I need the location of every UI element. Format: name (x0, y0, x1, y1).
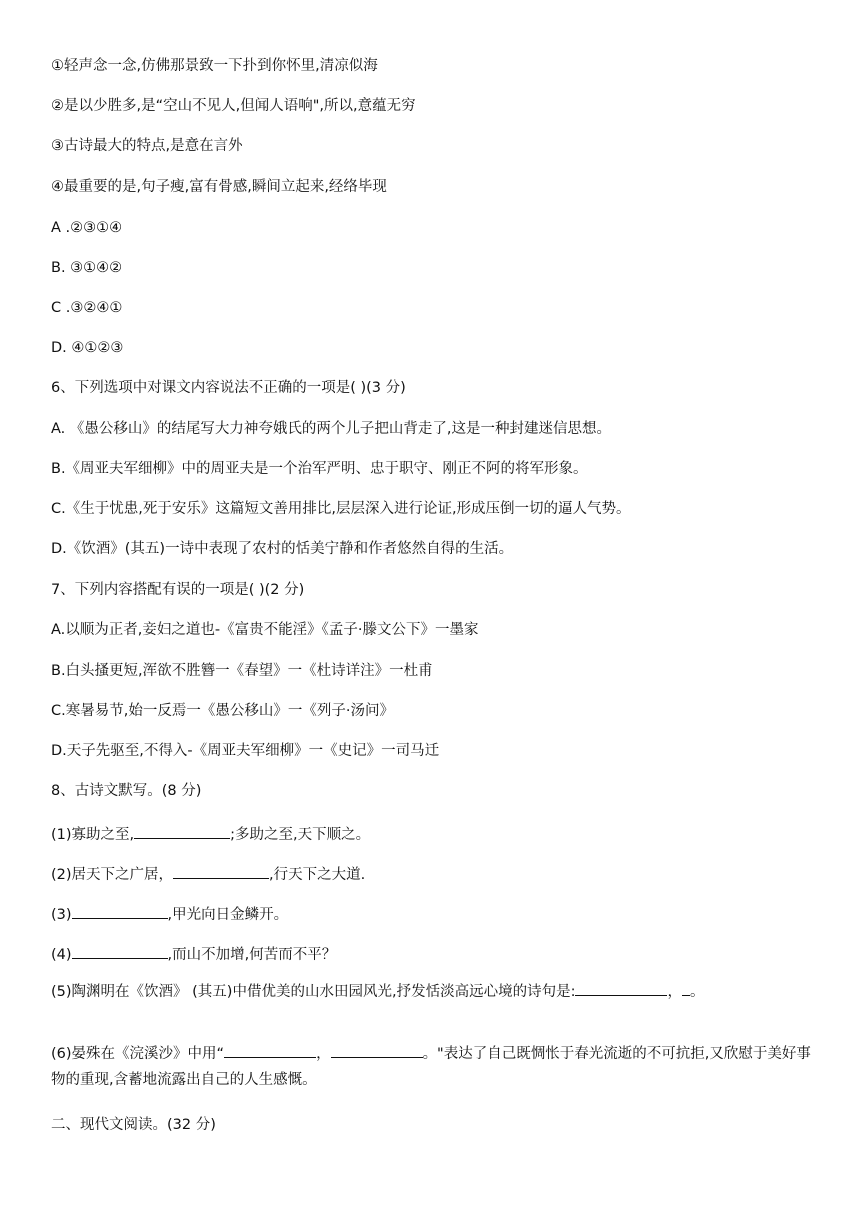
answer-blank (173, 861, 269, 879)
q8-line-5-prefix: (5)陶渊明在《饮酒》 (其五)中借优美的山水田园风光,抒发恬淡高远心境的诗句是: (51, 984, 576, 1000)
answer-blank (331, 1040, 423, 1058)
q5-sentence-1: ①轻声念一念,仿佛那景致一下扑到你怀里,清凉似海 (51, 58, 378, 74)
answer-blank (575, 978, 667, 996)
q8-line-4-prefix: (4) (51, 947, 72, 963)
q5-option-d: D. ④①②③ (51, 340, 124, 356)
q8-line-3-prefix: (3) (51, 907, 72, 923)
answer-blank (682, 978, 690, 996)
q5-sentence-4: ④最重要的是,句子瘦,富有骨感,瞬间立起来,经络毕现 (51, 179, 387, 195)
q6-stem: 6、下列选项中对课文内容说法不正确的一项是( )(3 分) (51, 380, 406, 396)
q7-option-b: B.白头搔更短,浑欲不胜簪一《春望》一《杜诗详注》一杜甫 (51, 663, 433, 679)
q5-option-b: B. ③①④② (51, 260, 123, 276)
q8-line-6-sep: ， (316, 1046, 331, 1062)
q8-line-5-suffix: 。 (689, 984, 705, 1000)
q8-line-5 (51, 978, 820, 1005)
q7-option-a: A.以顺为正者,妾妇之道也-《富贵不能淫》《孟子·滕文公下》一墨家 (51, 622, 479, 638)
q8-line-4 (51, 941, 820, 966)
answer-blank (72, 941, 168, 959)
q8-line-3 (51, 901, 820, 926)
q6-option-a: A. 《愚公移山》的结尾写大力神夸娥氏的两个儿子把山背走了,这是一种封建迷信思想。 (51, 421, 611, 437)
q6-option-c: C.《生于忧患,死于安乐》这篇短文善用排比,层层深入进行论证,形成压倒一切的逼人气势。 (51, 501, 631, 517)
q5-option-a: A .②③①④ (51, 220, 123, 236)
q8-line-2 (51, 861, 820, 886)
q8-line-2-suffix: ,行天下之大道. (269, 867, 366, 883)
q7-option-d: D.天子先驱至,不得入-《周亚夫军细柳》一《史记》一司马迁 (51, 743, 440, 759)
q8-stem: 8、古诗文默写。(8 分) (51, 783, 202, 799)
answer-blank (224, 1040, 316, 1058)
q8-line-3-suffix: ,甲光向日金鳞开。 (167, 907, 289, 923)
q5-option-c: C .③②④① (51, 300, 123, 316)
q8-line-1-prefix: (1)寡助之至, (51, 827, 135, 843)
section-2-heading: 二、现代文阅读。(32 分) (51, 1117, 216, 1133)
answer-blank (72, 901, 168, 919)
q8-line-6 (51, 1040, 820, 1093)
q8-line-2-prefix: (2)居天下之广居， (51, 867, 174, 883)
q8-line-5-sep: ， (667, 984, 682, 1000)
q7-option-c: C.寒暑易节,始一反焉一《愚公移山》一《列子·汤问》 (51, 703, 394, 719)
q8-line-1 (51, 821, 820, 846)
answer-blank (134, 821, 230, 839)
q7-stem: 7、下列内容搭配有误的一项是( )(2 分) (51, 582, 305, 598)
q8-line-6-prefix: (6)晏殊在《浣溪沙》中用“ (51, 1046, 225, 1062)
q6-option-d: D.《饮酒》(其五)一诗中表现了农村的恬美宁静和作者悠然自得的生活。 (51, 541, 514, 557)
q5-sentence-2: ②是以少胜多,是“空山不见人,但闻人语响",所以,意蕴无穷 (51, 98, 416, 114)
q8-line-6-suffix: 。"表达了自己既惆怅于春光流逝的不可抗拒,又欣慰于美好事物的重现,含蓄地流露出自己的人生感慨。 (51, 1046, 811, 1088)
q5-sentence-3: ③古诗最大的特点,是意在言外 (51, 138, 243, 154)
q8-line-4-suffix: ,而山不加增,何苦而不平？ (167, 947, 337, 963)
q8-line-1-suffix: ;多助之至,天下顺之。 (230, 827, 371, 843)
q6-option-b: B.《周亚夫军细柳》中的周亚夫是一个治军严明、忠于职守、刚正不阿的将军形象。 (51, 461, 588, 477)
